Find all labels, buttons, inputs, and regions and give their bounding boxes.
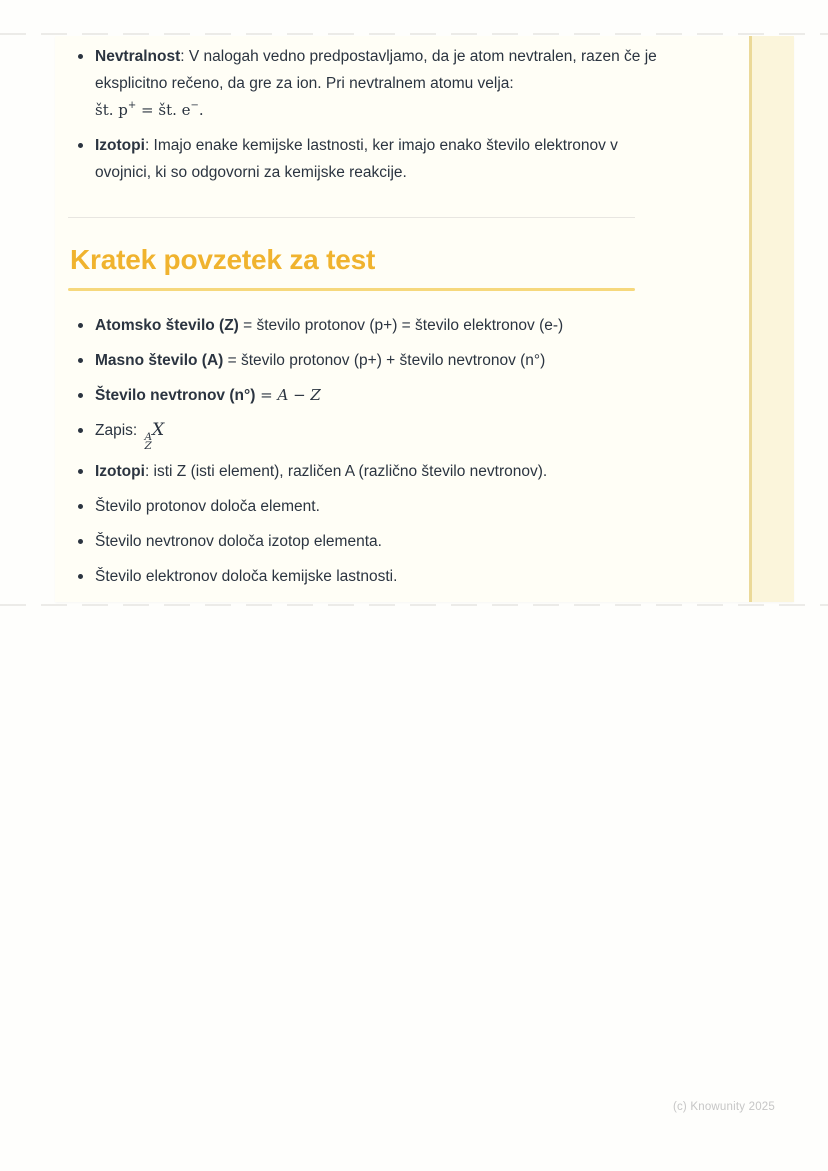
superscript-minus: − (190, 100, 199, 111)
formula-text: št. p (95, 101, 128, 119)
list-item-nevtroni (95, 528, 673, 555)
term-label: Število nevtronov (n°) (95, 387, 256, 404)
nuclide-mass-number: A (144, 431, 153, 443)
term-text: : Imajo enake kemijske lastnosti, ker imajo enako število elektronov v ovojnici, ki so odgovorni za kemijske reakcije. (95, 137, 618, 181)
list-item-protoni (95, 493, 673, 520)
formula-a-minus-z (255, 386, 321, 404)
list-item-nevtralnost (95, 43, 673, 124)
math-variable-Z: Z (310, 386, 321, 404)
page-break-separator-top (0, 33, 828, 35)
term-text: = število protonov (p+) + število nevtronov (n°) (223, 352, 546, 369)
list-item-izotopi (95, 132, 673, 186)
term-label: Izotopi (95, 463, 145, 480)
term-label: Masno število (A) (95, 352, 224, 369)
page-accent-stripe (749, 36, 794, 602)
nuclide-atomic-number: Z (144, 439, 152, 452)
document-page (55, 36, 794, 602)
formula-text: . (198, 101, 204, 119)
nuclide-element-symbol: X (152, 420, 165, 440)
term-text: : V nalogah vedno predpostavljamo, da je atom nevtralen, razen če je eksplicitno rečeno, da gre za ion. Pri nevtralnem atomu velja: (95, 48, 657, 92)
section-heading: Kratek povzetek za test (70, 244, 376, 275)
list-item-atomsko-stevilo (95, 312, 673, 339)
copyright-notice: (c) Knowunity 2025 (672, 1101, 775, 1113)
section-divider (68, 217, 635, 218)
list-item-izotopi-summary (95, 458, 673, 485)
formula-text: = št. e (136, 101, 191, 119)
term-text: Število nevtronov določa izotop elementa. (95, 533, 382, 550)
summary-bullet-list (55, 312, 673, 590)
term-text: Zapis: (95, 422, 142, 439)
list-item-zapis (95, 417, 673, 450)
list-item-elektroni (95, 563, 673, 590)
term-text: : isti Z (isti element), različen A (različno število nevtronov). (144, 463, 548, 480)
term-text: = število protonov (p+) = število elektronov (e-) (238, 317, 564, 334)
formula-text: = (255, 386, 278, 404)
term-label: Nevtralnost (95, 48, 181, 65)
list-item-masno-stevilo (95, 347, 673, 374)
formula-text: − (288, 386, 311, 404)
list-item-stevilo-nevtronov (95, 382, 673, 409)
page-break-separator-bottom (0, 604, 828, 606)
formula-proton-electron (95, 97, 673, 124)
term-text: Število elektronov določa kemijske lastnosti. (95, 568, 398, 585)
term-label: Atomsko število (Z) (95, 317, 239, 334)
heading-underline (68, 288, 635, 291)
term-text: Število protonov določa element. (95, 498, 320, 515)
term-label: Izotopi (95, 137, 145, 154)
nuclide-notation (145, 433, 153, 450)
superscript-plus: + (127, 100, 137, 111)
math-variable-A: A (277, 386, 289, 404)
intro-bullet-list (55, 43, 673, 186)
page-content (55, 36, 673, 597)
